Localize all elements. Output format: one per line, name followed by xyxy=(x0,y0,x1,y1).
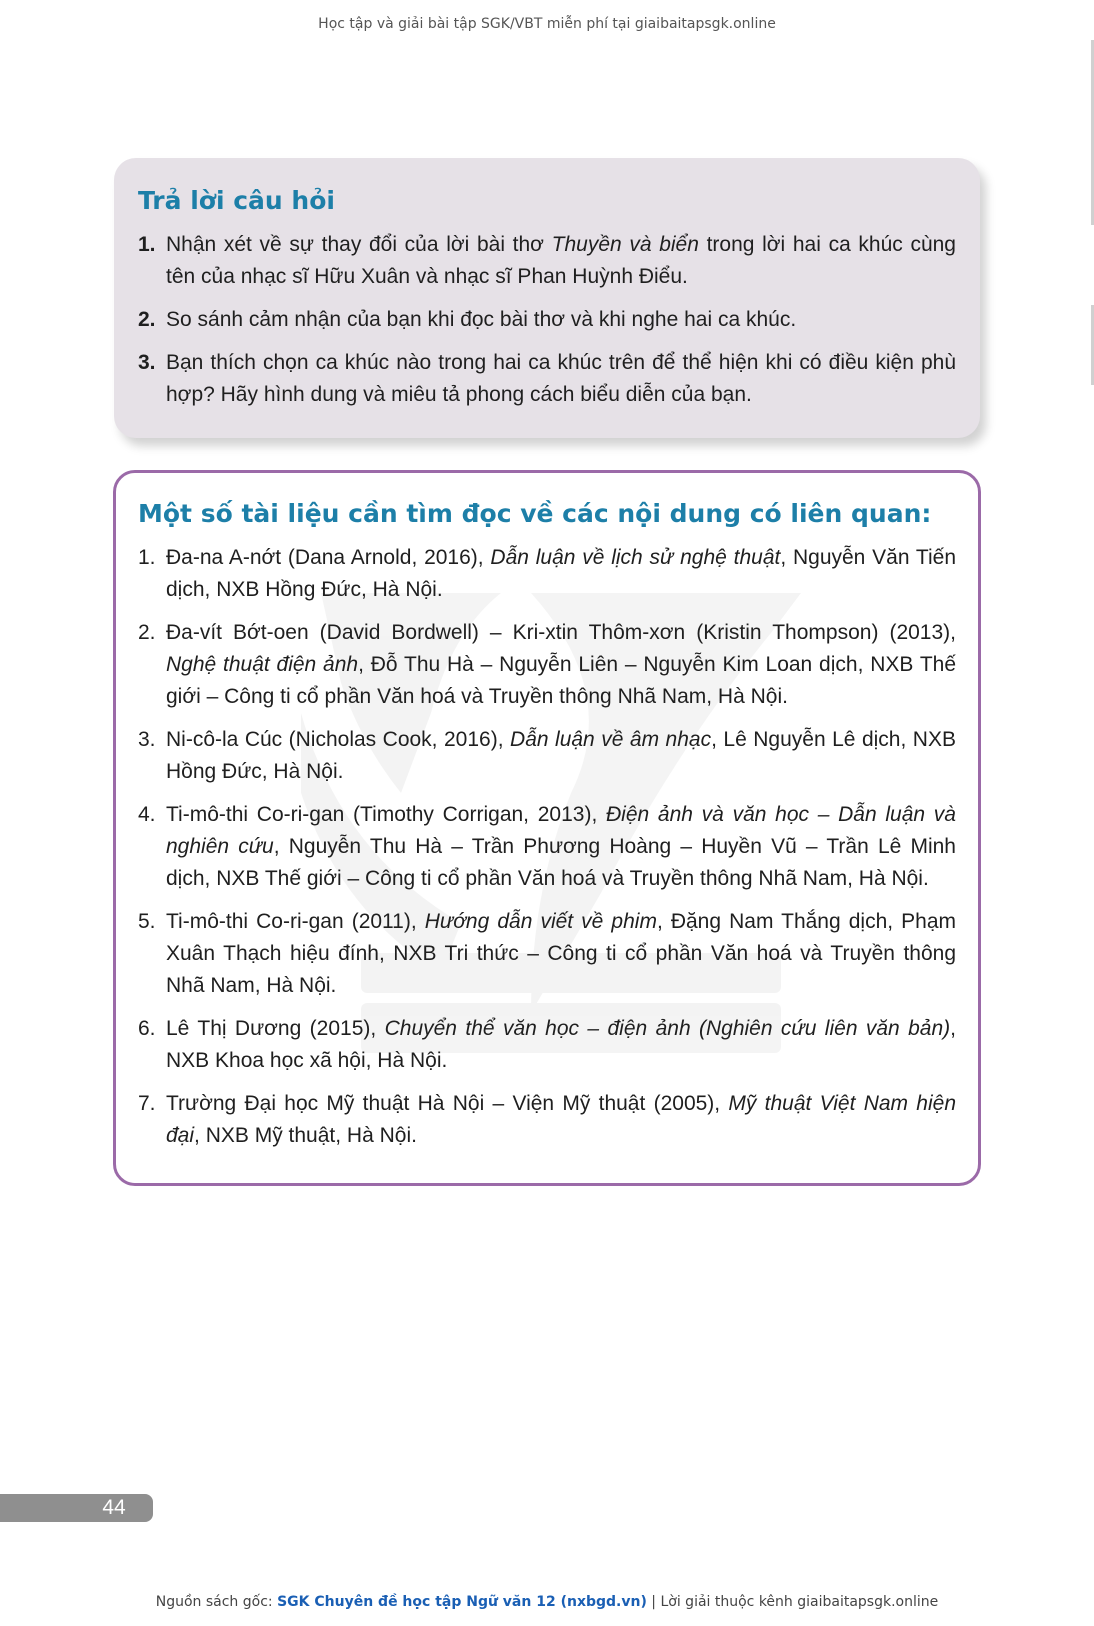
references-list xyxy=(138,542,956,1152)
footer-suffix: | Lời giải thuộc kênh giaibaitapsgk.online xyxy=(646,1594,939,1610)
questions-box xyxy=(114,158,980,438)
question-text: Nhận xét về sự thay đổi của lời bài thơ Thuyền và biển trong lời hai ca khúc cùng tên của nhạc sĩ Hữu Xuân và nhạc sĩ Phan Huỳnh Điểu. xyxy=(166,233,956,288)
reference-text: Ti-mô-thi Co-ri-gan (2011), Hướng dẫn viết về phim, Đặng Nam Thắng dịch, Phạm Xuân Thạch hiệu đính, NXB Tri thức – Công ti cổ phần Văn hoá và Truyền thông Nhã Nam, Hà Nội. xyxy=(166,910,956,997)
reference-item xyxy=(138,617,956,713)
reference-item xyxy=(138,799,956,895)
reference-number: 3. xyxy=(138,728,156,751)
reference-number: 2. xyxy=(138,621,156,644)
reference-item xyxy=(138,906,956,1002)
reference-text: Lê Thị Dương (2015), Chuyển thể văn học – điện ảnh (Nghiên cứu liên văn bản), NXB Khoa học xã hội, Hà Nội. xyxy=(166,1017,956,1072)
reference-text: Ni-cô-la Cúc (Nicholas Cook, 2016), Dẫn luận về âm nhạc, Lê Nguyễn Lê dịch, NXB Hồng Đức, Hà Nội. xyxy=(166,728,956,783)
reference-item xyxy=(138,1088,956,1152)
references-box xyxy=(113,470,981,1186)
reference-number: 4. xyxy=(138,803,156,826)
reference-item xyxy=(138,724,956,788)
reference-text: Trường Đại học Mỹ thuật Hà Nội – Viện Mỹ thuật (2005), Mỹ thuật Việt Nam hiện đại, NXB Mỹ thuật, Hà Nội. xyxy=(166,1092,956,1147)
question-number: 1. xyxy=(138,233,156,256)
question-number: 3. xyxy=(138,351,156,374)
reference-number: 6. xyxy=(138,1017,156,1040)
reference-item xyxy=(138,1013,956,1077)
reference-text: Đa-vít Bớt-oen (David Bordwell) – Kri-xtin Thôm-xơn (Kristin Thompson) (2013), Nghệ thuật điện ảnh, Đỗ Thu Hà – Nguyễn Liên – Nguyễn Kim Loan dịch, NXB Thế giới – Công ti cổ phần Văn hoá và Truyền thông Nhã Nam, Hà Nội. xyxy=(166,621,957,708)
footer-source-link[interactable]: SGK Chuyên đề học tập Ngữ văn 12 (nxbgd.vn) xyxy=(277,1594,647,1610)
question-item xyxy=(138,229,956,293)
questions-list xyxy=(138,229,956,411)
question-text: So sánh cảm nhận của bạn khi đọc bài thơ và khi nghe hai ca khúc. xyxy=(166,308,797,331)
reference-number: 7. xyxy=(138,1092,156,1115)
question-number: 2. xyxy=(138,308,156,331)
reference-text: Đa-na A-nớt (Dana Arnold, 2016), Dẫn luận về lịch sử nghệ thuật, Nguyễn Văn Tiến dịch, NXB Hồng Đức, Hà Nội. xyxy=(166,546,957,601)
questions-title: Trả lời câu hỏi xyxy=(138,186,335,215)
reference-text: Ti-mô-thi Co-ri-gan (Timothy Corrigan, 2013), Điện ảnh và văn học – Dẫn luận và nghiên cứu, Nguyễn Thu Hà – Trần Phương Hoàng – Huyền Vũ – Trần Lê Minh dịch, NXB Thế giới – Công ti cổ phần Văn hoá và Truyền thông Nhã Nam, Hà Nội. xyxy=(166,803,956,890)
reference-number: 1. xyxy=(138,546,156,569)
page-footer xyxy=(0,1594,1094,1610)
page-header: Học tập và giải bài tập SGK/VBT miễn phí tại giaibaitapsgk.online xyxy=(318,16,776,32)
footer-prefix: Nguồn sách gốc: xyxy=(155,1594,278,1610)
reference-number: 5. xyxy=(138,910,156,933)
question-item xyxy=(138,347,956,411)
question-text: Bạn thích chọn ca khúc nào trong hai ca khúc trên để thể hiện khi có điều kiện phù hợp? Hãy hình dung và miêu tả phong cách biểu diễn của bạn. xyxy=(166,351,956,406)
page-number: 44 xyxy=(102,1496,126,1519)
reference-item xyxy=(138,542,956,606)
references-title: Một số tài liệu cần tìm đọc về các nội dung có liên quan: xyxy=(138,499,932,528)
question-item xyxy=(138,304,956,336)
